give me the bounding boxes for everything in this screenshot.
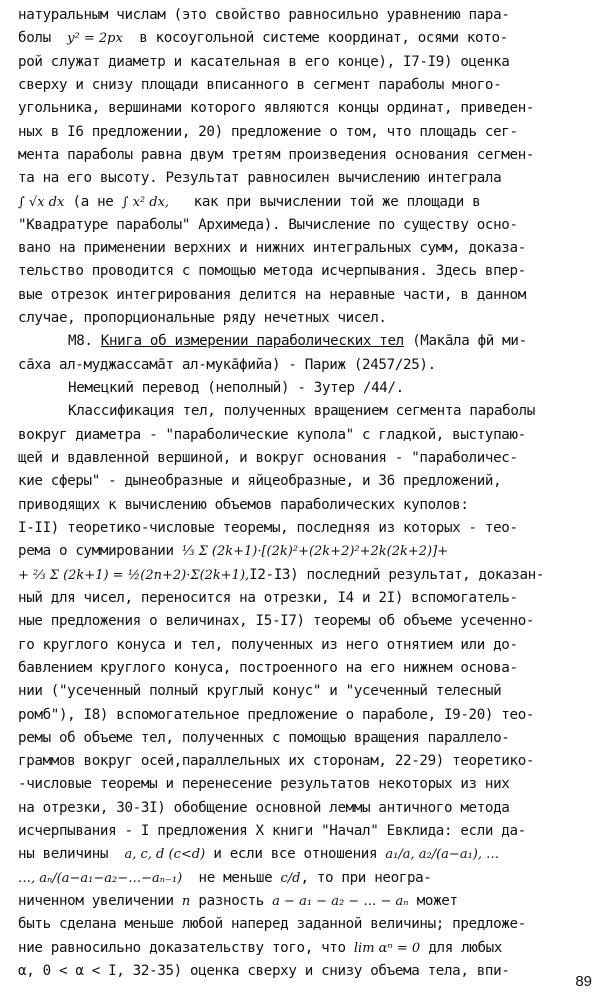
text-line: Классификация тел, полученных вращением сегмента параболы <box>68 403 535 420</box>
text-line: I-II) теоретико-числовые теоремы, последняя из которых - тео- <box>18 519 518 536</box>
text-line: рой служат диаметр и касательная в его конце), I7-I9) оценка <box>18 53 510 70</box>
text-line: натуральным числам (это свойство равносильно уравнению пара- <box>18 7 510 23</box>
page-number: 89 <box>575 973 592 990</box>
text-line: исчерпывания - I предложения X книги "Начал" Евклида: если да- <box>18 823 526 840</box>
text-line: + ⅔ Σ (2k+1) = ½(2n+2)·Σ(2k+1),I2-I3) последний результат, доказан- <box>18 566 545 583</box>
handwritten-limit: lim αⁿ = 0 <box>353 940 421 956</box>
text-line: кие сферы" - дынеобразные и яйцеобразные, и 36 предложений, <box>18 473 502 490</box>
text-line: са̄ха ал-муджассама̄т ал-мука̄фийа) - Париж (2457/25). <box>18 356 436 373</box>
text-line: вокруг диаметра - "параболические купола" с гладкой, выступаю- <box>18 426 526 443</box>
text-line: приводящих к вычислению объемов параболических куполов: <box>18 496 469 513</box>
book-title: Книга об измерении параболических тел <box>100 333 404 350</box>
text-line: α, 0 < α < I, 32-35) оценка сверху и снизу объема тела, впи- <box>18 963 510 979</box>
text-line: тельство проводится с помощью метода исчерпывания. Здесь впер- <box>18 263 526 280</box>
handwritten-sum-identity: + ⅔ Σ (2k+1) = ½(2n+2)·Σ(2k+1), <box>18 567 250 583</box>
handwritten-integral-sqrt: ∫ √x dx <box>18 194 65 210</box>
handwritten-formula-parabola: y² = 2px <box>67 31 123 47</box>
text-line: нии ("усеченный полный круглый конус" и "усеченный телесный <box>18 683 502 700</box>
text-line: рема о суммировании ⅓ Σ (2k+1)·[(2k)²+(2k+2)²+2k(2k+2)]+ <box>18 543 449 560</box>
text-line: -числовые теоремы и перенесение результатов некоторых из них <box>18 776 510 793</box>
handwritten-ratios: a₁/a, a₂/(a−a₁), … <box>385 847 500 863</box>
text-line: мента параболы равна двум третям произведения основания сегмен- <box>18 146 535 163</box>
text-line: го круглого конуса и тел, полученных из него отнятием или до- <box>18 636 518 653</box>
text-line: та на его высоту. Результат равносилен вычислению интеграла <box>18 170 502 187</box>
text-line: ных в I6 предложении, 20) предложение о том, что площадь сег- <box>18 123 518 140</box>
text-line: угольника, вершинами которого являются концы ординат, приведен- <box>18 100 535 117</box>
text-line: ны величины a, c, d (c<d) и если все отношения a₁/a, a₂/(a−a₁), … <box>18 846 500 863</box>
text-line: ∫ √x dx (а не ∫ x² dx, как при вычислении той же площади в <box>18 193 481 210</box>
text-line: случае, пропорциональные ряду нечетных чисел. <box>18 310 387 327</box>
text-line: щей и вдавленной вершиной, и вокруг основания - "параболичес- <box>18 450 518 467</box>
handwritten-integral-square: ∫ x² dx, <box>121 194 170 210</box>
text-line: сверху и снизу площади вписанного в сегмент параболы много- <box>18 76 502 93</box>
text-line: ремы об объеме тел, полученных с помощью вращения параллело- <box>18 729 510 746</box>
text-line: …, aₙ/(a−a₁−a₂−…−aₙ₋₁) не меньше c/d, то при неогра- <box>18 869 432 886</box>
handwritten-sum-formula: ⅓ Σ (2k+1)·[(2k)²+(2k+2)²+2k(2k+2)]+ <box>181 544 449 560</box>
text-line: ные предложения о величинах, I5-I7) теоремы об объеме усеченно- <box>18 613 535 630</box>
text-line: Немецкий перевод (неполный) - Зутер /44/. <box>68 380 404 397</box>
handwritten-n: n <box>181 894 191 910</box>
text-line: болы y² = 2px в косоугольной системе координат, осями кото- <box>18 30 508 47</box>
handwritten-quantities: a, c, d (c<d) <box>124 847 206 863</box>
handwritten-last-ratio: …, aₙ/(a−a₁−a₂−…−aₙ₋₁) <box>18 870 183 886</box>
text-line: ниченном увеличении n разность a − a₁ − a₂ − … − aₙ может <box>18 893 458 910</box>
section-heading-m8: М8. Книга об измерении параболических тел (Мака̄ла фӣ ми- <box>68 333 527 350</box>
text-line: вано на применении верхних и нижних интегральных сумм, доказа- <box>18 240 526 257</box>
handwritten-difference: a − a₁ − a₂ − … − aₙ <box>272 894 409 910</box>
text-line: бавлением круглого конуса, построенного на его нижнем основа- <box>18 659 518 676</box>
text-line: ние равносильно доказательству того, что lim αⁿ = 0 для любых <box>18 939 503 956</box>
text-line: быть сделана меньше любой наперед заданной величины; предложе- <box>18 916 526 933</box>
text-line: "Квадратуре параболы" Архимеда). Вычисление по существу осно- <box>18 216 518 233</box>
text-line: на отрезки, 30-3I) обобщение основной леммы античного метода <box>18 799 510 816</box>
handwritten-c-over-d: c/d <box>280 870 301 886</box>
text-line: вые отрезок интегрирования делится на неравные части, в данном <box>18 286 526 303</box>
text-line: граммов вокруг осей,параллельных их сторонам, 22-29) теоретико- <box>18 753 535 770</box>
text-line: ромб"), I8) вспомогательное предложение о параболе, I9-20) тео- <box>18 706 535 723</box>
text-line: ный для чисел, переносится на отрезки, I4 и 2I) вспомогатель- <box>18 589 518 606</box>
